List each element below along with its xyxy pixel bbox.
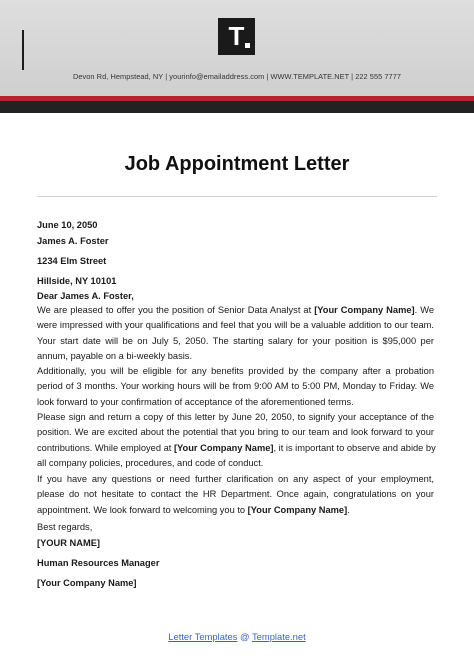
letterhead (0, 0, 474, 96)
paragraph-line: please do not hesitate to contact the HR Department. Once again, congratulations on your (37, 489, 434, 500)
paragraph-line: We are pleased to offer you the position of Senior Data Analyst at [Your Company Name]. We (37, 305, 434, 315)
paragraph-contact (37, 472, 434, 518)
paragraph-benefits (37, 364, 434, 410)
signer-title: Human Resources Manager (37, 558, 160, 568)
paragraph-line: If you have any questions or need further clarification on any aspect of your employment, (37, 474, 434, 484)
paragraph-line: Your start date will be on July 5, 2050. The starting salary for your position is $95,000 per (37, 335, 434, 346)
paragraph-line: annum, payable on a bi-weekly basis. (37, 351, 193, 362)
company-placeholder: [Your Company Name] (314, 305, 415, 315)
paragraph-line: Please sign and return a copy of this letter by June 20, 2050, to signify your acceptance of the (37, 412, 434, 422)
template-net-link[interactable]: Template.net (252, 631, 306, 642)
paragraph-line: appointment. We look forward to welcoming you to [Your Company Name]. (37, 504, 350, 515)
logo-letter: T (228, 21, 245, 51)
page-title: Job Appointment Letter (124, 153, 350, 175)
paragraph-line: look forward to your confirmation of acceptance of the aforementioned terms. (37, 396, 354, 407)
paragraph-line: position. We are excited about the potential that you bring to our team and look forward to your (37, 427, 434, 438)
recipient-name: James A. Foster (37, 236, 109, 246)
logo-dot (245, 43, 250, 48)
recipient-street: 1234 Elm Street (37, 256, 107, 266)
company-placeholder: [Your Company Name] (173, 442, 274, 453)
recipient-city: Hillside, NY 10101 (37, 276, 117, 286)
letterhead-accent-bar (22, 30, 24, 70)
paragraph-line: were impressed with your qualifications and feel that you will be a valuable addition to our team. (37, 320, 434, 331)
title-divider (37, 196, 437, 197)
letter-date: June 10, 2050 (37, 220, 98, 230)
paragraph-offer (37, 303, 434, 365)
salutation: Dear James A. Foster, (37, 291, 134, 301)
footer (0, 631, 474, 642)
company-placeholder: [Your Company Name] (247, 504, 348, 515)
paragraph-line: Additionally, you will be eligible for any benefits provided by the company after a probation (37, 366, 434, 376)
template-logo-icon (218, 18, 255, 55)
footer-separator: @ (237, 631, 252, 642)
letter-templates-link[interactable]: Letter Templates (168, 631, 238, 642)
signer-company: [Your Company Name] (37, 578, 137, 588)
paragraph-line: all company policies, procedures, and code of conduct. (37, 458, 264, 469)
header-dark-stripe (0, 101, 474, 113)
contact-line: Devon Rd, Hempstead, NY | yourinfo@emailaddress.com | WWW.TEMPLATE.NET | 222 555 7777 (72, 72, 402, 81)
paragraph-acceptance (37, 410, 434, 472)
signer-name: [YOUR NAME] (37, 538, 101, 548)
paragraph-line: period of 3 months. Your working hours will be from 9:00 AM to 5:00 PM, Monday to Friday. We (37, 381, 434, 392)
closing: Best regards, (37, 522, 93, 532)
paragraph-line: contributions. While employed at [Your Company Name], it is important to observe and abide by (37, 442, 436, 453)
